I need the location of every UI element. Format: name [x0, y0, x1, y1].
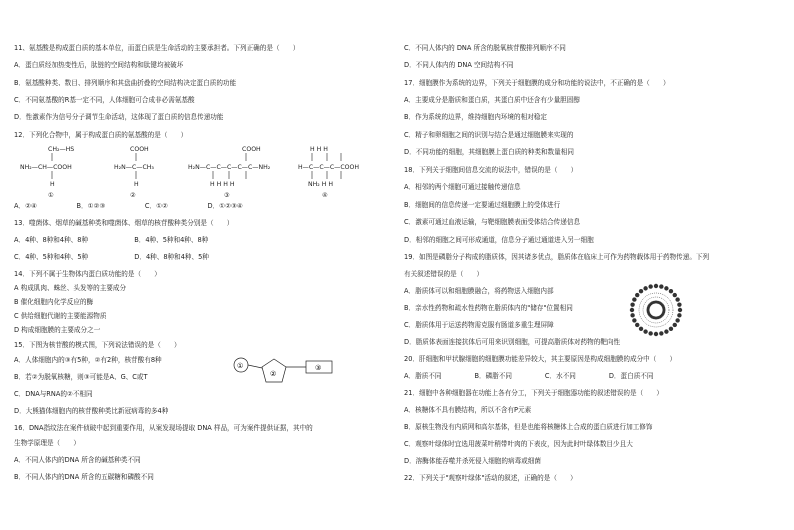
liposome-head [673, 293, 677, 297]
amino-acid-structures [18, 142, 388, 200]
q11-option-c: C．不同氨基酸的R基一定不同，人体细胞可合成非必需氨基酸 [14, 96, 195, 104]
nucleotide-diagram [232, 352, 340, 388]
q15-option-a: A．人体细胞内的③有5种，②有2种，核苷酸有8种 [14, 356, 162, 364]
nucleotide-label-3: ③ [315, 364, 322, 372]
q13-options-1: A．4种、8种和4种、8种 B．4种、5种和4种、8种 [14, 236, 209, 244]
molecule-2-top: COOH [130, 146, 149, 153]
q14-stem: 14．下列不属于生物体内蛋白质功能的是（ ） [14, 270, 161, 278]
liposome-head [673, 323, 677, 327]
nucleotide-label-2: ② [270, 370, 277, 378]
liposome-head [675, 318, 679, 322]
liposome-head [669, 327, 673, 331]
q15-stem: 15．下图为核苷酸的模式图，下列说法错误的是（ ） [14, 341, 181, 349]
q19-option-a: A．脂质体可以和细胞膜融合，将药物送入细胞内部 [404, 287, 554, 295]
molecule-4-chain: H—C—C—C—COOH [298, 164, 360, 171]
q11-option-d: D．性激素作为信号分子调节生命活动，这体现了蛋白质的信息传递功能 [14, 113, 224, 121]
q22-stem: 22．下列关于"观察叶绿体"活动的叙述，正确的是（ ） [404, 474, 577, 482]
q15-option-d: D．大熊猫体细胞内的核苷酸种类比新冠病毒的多4种 [14, 407, 169, 415]
molecule-1-index: ① [48, 192, 54, 199]
liposome-head [662, 307, 665, 310]
q13-options-2: C．4种、5种和4种、5种 D．4种、8种和4种、5种 [14, 253, 209, 261]
q21-option-d: D．溶酶体能吞噬并杀死侵入细胞的病毒或细菌 [404, 457, 541, 465]
liposome-head [654, 332, 658, 336]
liposome-head [630, 308, 634, 312]
liposome-head [630, 313, 634, 317]
liposome-head [664, 286, 668, 290]
liposome-head [643, 286, 647, 290]
q11-stem: 11、氨基酸是构成蛋白质的基本单位，而蛋白质是生命活动的主要承担者。下列正确的是（ ） [14, 44, 300, 52]
q12-options: A．②④ B．①②③ C．①② D．①②③④ [14, 202, 243, 210]
molecule-2-chain: H₂N—C—CH₃ [114, 164, 154, 171]
q21-option-b: B．原核生物没有内质网和高尔基体，但是也能将核糖体上合成的蛋白质进行加工修饰 [404, 423, 653, 431]
liposome-head [639, 289, 643, 293]
molecule-1-chain: NH₂—CH—COOH [20, 164, 72, 171]
q14-option-d: D 构成细胞膜的主要成分之一 [14, 326, 101, 334]
q20-options: A．脂质不同 B．磷脂不同 C．水不同 D．蛋白质不同 [404, 372, 654, 380]
q15-option-c: C．DNA与RNA的②不相同 [14, 390, 93, 398]
q17-option-b: B．作为系统的边界，维持细胞内环境的相对稳定 [404, 113, 547, 121]
q21-option-a: A．核糖体不具有膜结构，所以不含有P元素 [404, 406, 532, 414]
q11-option-b: B．氨基酸种类、数目、排列顺序和其盘曲折叠的空间结构决定蛋白质的功能 [14, 79, 237, 87]
svg-text:NH₂ H H: NH₂ H H [308, 181, 334, 188]
svg-text:H H H H: H H H H [210, 181, 235, 188]
q18-option-a: A．相邻的两个细胞可通过接触传递信息 [404, 183, 521, 191]
q21-stem: 21．细胞中各种细胞器在功能上各有分工，下列关于细胞器功能的叙述错误的是（ ） [404, 389, 663, 397]
q15-option-b: B．若②为脱氧核糖，则③可能是A、G、C或T [14, 373, 148, 381]
liposome-head [648, 284, 652, 288]
q18-option-d: D．相邻的细胞之间可形成通道，信息分子通过通道进入另一细胞 [404, 236, 594, 244]
molecule-3-chain: H₂N—C—C—C—C—C—NH₂ [188, 164, 271, 171]
q11-option-a: A．蛋白质经加热变性后，肽链的空间结构和肽键均被破坏 [14, 61, 184, 69]
liposome-head [635, 293, 639, 297]
q18-option-c: C．激素可通过血液运输，与靶细胞膜表面受体结合传递信息 [404, 218, 581, 226]
q14-option-b: B 催化细胞内化学反应的酶 [14, 298, 94, 306]
liposome-head [648, 331, 652, 335]
svg-text:H: H [50, 181, 55, 188]
q17-stem: 17．细胞膜作为系统的边界，下列关于细胞膜的成分和功能的说法中，不正确的是（ ） [404, 79, 670, 87]
liposome-head [659, 284, 663, 288]
q16-option-a: A．不同人体内的DNA 所含的碱基种类不同 [14, 456, 141, 464]
liposome-head [677, 313, 681, 317]
q16-option-d: D．不同人体内的 DNA 空间结构不同 [404, 61, 514, 69]
liposome-head [659, 331, 663, 335]
molecule-4-top: H H H [310, 146, 328, 153]
liposome-head [654, 284, 658, 288]
liposome-head [677, 302, 681, 306]
q18-option-b: B．细胞间的信息传递一定要通过细胞膜上的受体进行 [404, 201, 561, 209]
liposome-head [669, 289, 673, 293]
q17-option-c: C．精子和卵细胞之间的识别与结合是通过细胞膜来实现的 [404, 131, 574, 139]
q19-stem-2: 有关叙述错误的是（ ） [404, 270, 484, 278]
q19-option-b: B．亲水性药物和疏水性药物在脂质体内的"储存"位置相同 [404, 304, 573, 312]
svg-text:H: H [134, 181, 139, 188]
liposome-head [664, 329, 668, 333]
liposome-head [678, 308, 682, 312]
q16-option-b: B．不同人体内的DNA 所含的五碳糖和磷酸不同 [14, 473, 154, 481]
q12-stem: 12．下列化合物中，属于构成蛋白质的氨基酸的是（ ） [14, 131, 188, 139]
q16-option-c: C．不同人体内的 DNA 所含的脱氧核苷酸排列顺序不同 [404, 44, 566, 52]
q14-option-c: C 供给细胞代谢的主要能源物质 [14, 312, 107, 320]
liposome-head [643, 329, 647, 333]
q16-stem-1: 16．DNA指纹法在案件侦破中起到重要作用，从案发现场提取 DNA 样品，可为案件提供证据，其中的 [14, 424, 313, 432]
q17-option-a: A．主要成分是脂质和蛋白质，其蛋白质中还含有少量胆固醇 [404, 96, 580, 104]
liposome-diagram [628, 282, 684, 338]
q20-stem: 20．肝细胞和甲状腺细胞的细胞膜功能差异较大，其主要原因是构成细胞膜的成分中（ ） [404, 355, 677, 363]
q19-option-c: C．脂质体用于运送药物需克服有肠道多重生理屏障 [404, 321, 554, 329]
liposome-head [635, 323, 639, 327]
q14-option-a: A 构成肌肉、蛛丝、头发等的主要成分 [14, 284, 127, 292]
molecule-2-index: ② [130, 192, 136, 199]
liposome-head [632, 297, 636, 301]
q21-option-c: C．观察叶绿体时宜选用菠菜叶稍带叶肉的下表皮，因为此时叶绿体数目少且大 [404, 440, 633, 448]
q13-stem: 13．噬菌体、烟草的碱基种类和噬菌体、烟草的核苷酸种类分别是（ ） [14, 219, 234, 227]
molecule-3-top: COOH [242, 146, 261, 153]
q17-option-d: D．不同功能的细胞，其细胞膜上蛋白质的种类和数量相同 [404, 148, 574, 156]
liposome-head [630, 302, 634, 306]
molecule-3-index: ③ [224, 192, 230, 199]
liposome-head [675, 297, 679, 301]
liposome-head [632, 318, 636, 322]
q16-stem-2: 生物学原理是（ ） [14, 439, 80, 447]
nucleotide-label-1: ① [237, 362, 244, 370]
q19-option-d: D．脂质体表面连接抗体后可用来识别细胞，可提高脂质体对药物的靶向性 [404, 338, 621, 346]
q18-stem: 18．下列关于细胞间信息交流的说法中，错误的是（ ） [404, 166, 578, 174]
q19-stem-1: 19．如图是磷脂分子构成的脂质体，因其诸多优点，脂质体在临床上可作为药物载体用于药物传递。下列 [404, 253, 710, 261]
molecule-1-top: CH₂—HS [48, 146, 75, 153]
molecule-4-index: ④ [322, 192, 328, 199]
liposome-head [639, 327, 643, 331]
